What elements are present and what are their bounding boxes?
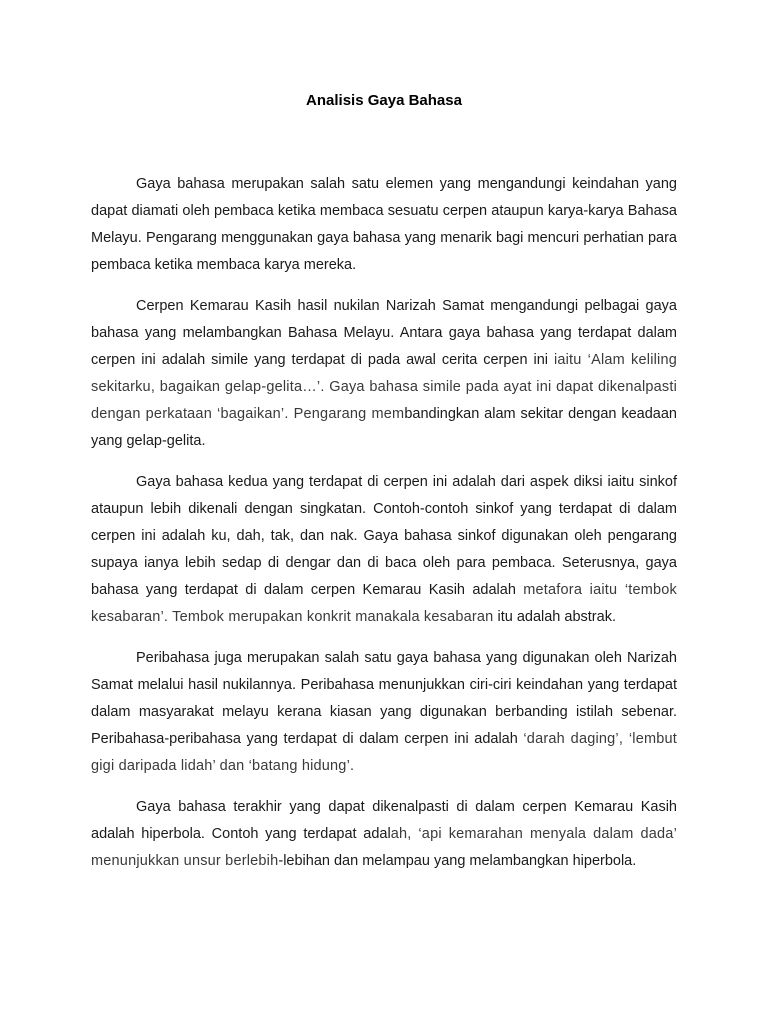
paragraph-text: Gaya bahasa merupakan salah satu elemen yang mengandungi keindahan yang dapat diamati oleh pembaca ketika membaca sesuatu cerpen ataupun karya-karya Bahasa Melayu. Pengarang menggunakan gaya bahasa yang menarik bagi mencuri perhatian para pembaca ketika membaca karya mereka. xyxy=(91,176,677,273)
paragraph-text: bandingkan alam sekitar dengan keadaan yang gelap-gelita. xyxy=(91,406,677,449)
paragraph-quote-text: iaitu ‘Alam keliling sekitarku, bagaikan gelap-gelita…’. Gaya bahasa simile pada ayat ini dapat dikenalpasti dengan perkataan ‘bagaikan’. Pengarang mem xyxy=(91,352,677,422)
paragraph-1 xyxy=(91,171,677,279)
document-body xyxy=(91,171,677,889)
paragraph-text: Gaya bahasa terakhir yang dapat dikenalpasti di dalam cerpen Kemarau Kasih adalah hiperbola. Contoh yang terdapat adal xyxy=(91,799,677,842)
paragraph-text: itu adalah abstrak. xyxy=(493,609,616,625)
paragraph-quote-text: metafora iaitu ‘tembok kesabaran’. Tembok merupakan konkrit manakala kesabaran xyxy=(91,582,677,625)
paragraph-5 xyxy=(91,794,677,875)
paragraph-quote-text: ah, ‘api kemarahan menyala dalam dada’ menunjukkan unsur berlebih xyxy=(91,826,677,869)
document-title: Analisis Gaya Bahasa xyxy=(306,92,462,109)
paragraph-text: Gaya bahasa kedua yang terdapat di cerpen ini adalah dari aspek diksi iaitu sinkof ataupun lebih dikenali dengan singkatan. Contoh-contoh sinkof yang terdapat di dalam cerpen ini adalah ku, dah, tak, dan nak. Gaya bahasa sinkof digunakan oleh pengarang supaya ianya lebih sedap di dengar dan di baca oleh para pembaca. Seterusnya, gaya bahasa yang terdapat di dalam cerpen Kemarau Kasih adalah xyxy=(91,474,677,598)
paragraph-text: -lebihan dan melampau yang melambangkan hiperbola. xyxy=(278,853,637,869)
paragraph-4 xyxy=(91,645,677,780)
paragraph-quote-text: ‘darah daging’, ‘lembut gigi daripada lidah’ dan ‘batang hidung’. xyxy=(91,731,677,774)
paragraph-text: Cerpen Kemarau Kasih hasil nukilan Narizah Samat mengandungi pelbagai gaya bahasa yang melambangkan Bahasa Melayu. Antara gaya bahasa yang terdapat dalam cerpen ini adalah simile yang terdapat di pada awal cerita cerpen ini xyxy=(91,298,677,368)
paragraph-3 xyxy=(91,469,677,631)
paragraph-2 xyxy=(91,293,677,455)
paragraph-text: Peribahasa juga merupakan salah satu gaya bahasa yang digunakan oleh Narizah Samat melalui hasil nukilannya. Peribahasa menunjukkan ciri-ciri keindahan yang terdapat dalam masyarakat melayu kerana kiasan yang digunakan berbanding istilah sebenar. Peribahasa-peribahasa yang terdapat di dalam cerpen ini adalah xyxy=(91,650,677,747)
